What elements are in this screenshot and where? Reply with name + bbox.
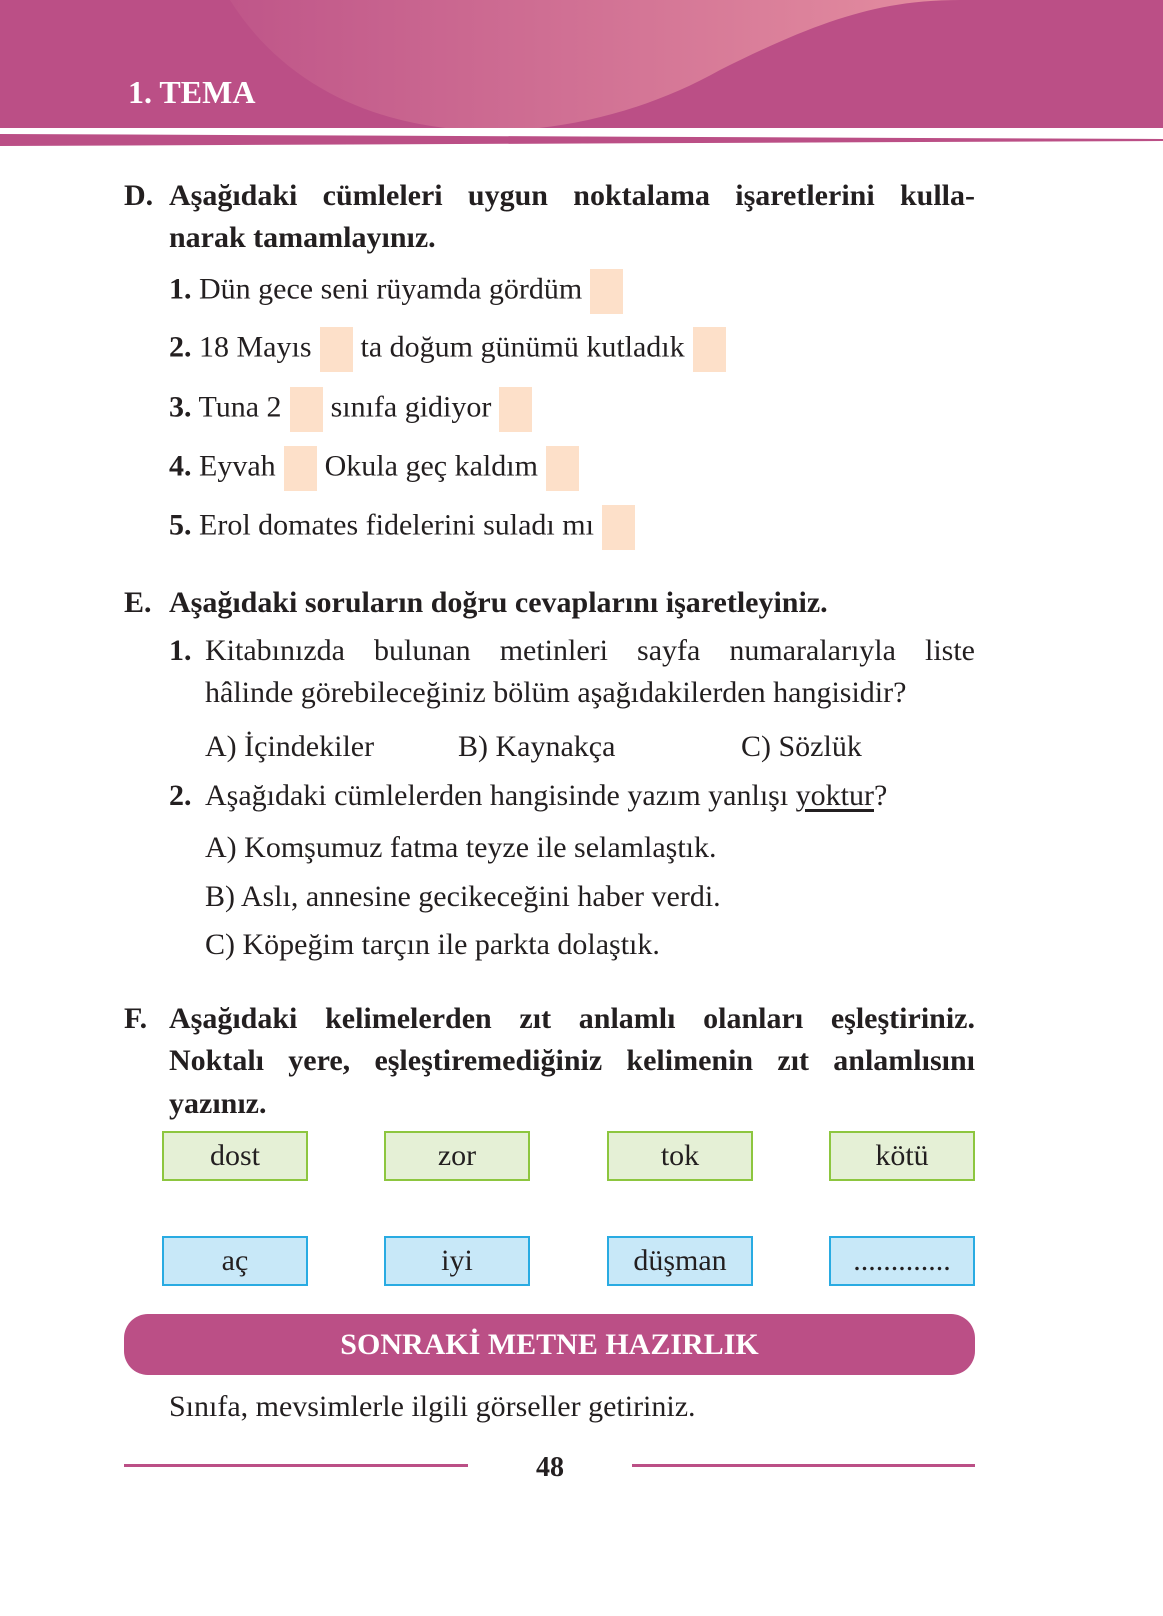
section-f-title-line2: Noktalı yere, eşleştiremediğiniz kelimenin zıt anlamlısını xyxy=(169,1044,975,1077)
word-card-iyi[interactable]: iyi xyxy=(384,1236,530,1286)
section-d-letter: D. xyxy=(124,179,154,212)
d-item-1 xyxy=(169,269,631,314)
word-card-ac[interactable]: aç xyxy=(162,1236,308,1286)
sentence-text: Tuna 2 xyxy=(198,390,282,424)
footer-line-left xyxy=(124,1464,468,1467)
q1-option-b[interactable]: B) Kaynakça xyxy=(458,730,616,763)
q1-option-a[interactable]: A) İçindekiler xyxy=(205,730,375,763)
word-card-zor[interactable]: zor xyxy=(384,1131,530,1181)
sentence-text: Erol domates fidelerini suladı mı xyxy=(199,508,594,542)
word-card-kotu[interactable]: kötü xyxy=(829,1131,975,1181)
answer-blank[interactable] xyxy=(320,327,353,372)
question-1-number: 1. xyxy=(169,634,192,667)
answer-blank[interactable] xyxy=(602,505,635,550)
d-item-5 xyxy=(169,505,643,550)
answer-blank[interactable] xyxy=(284,446,317,491)
section-e-letter: E. xyxy=(124,586,152,619)
q1-option-c[interactable]: C) Sözlük xyxy=(741,730,862,763)
d-item-4 xyxy=(169,446,587,491)
theme-title: 1. TEMA xyxy=(128,74,256,110)
sentence-text: 18 Mayıs xyxy=(199,330,312,364)
answer-blank[interactable] xyxy=(546,446,579,491)
word-card-blank[interactable]: ............. xyxy=(829,1236,975,1286)
sentence-text: Okula geç kaldım xyxy=(324,449,538,483)
section-d-title-line1: Aşağıdaki cümleleri uygun noktalama işaretlerini kulla- xyxy=(169,179,975,212)
word-card-dusman[interactable]: düşman xyxy=(607,1236,753,1286)
question-mark: ? xyxy=(874,779,888,812)
section-f-title-line1: Aşağıdaki kelimelerden zıt anlamlı olanları eşleştiriniz. xyxy=(169,1002,975,1035)
q2-option-c[interactable]: C) Köpeğim tarçın ile parkta dolaştık. xyxy=(205,928,660,961)
answer-blank[interactable] xyxy=(693,327,726,372)
underlined-word: yoktur xyxy=(795,779,874,812)
d-item-3 xyxy=(169,387,540,432)
answer-blank[interactable] xyxy=(290,387,323,432)
sentence-text: Dün gece seni rüyamda gördüm xyxy=(199,272,583,306)
word-card-dost[interactable]: dost xyxy=(162,1131,308,1181)
item-number: 4. xyxy=(169,449,192,483)
header-banner xyxy=(0,0,1163,128)
next-text-instruction: Sınıfa, mevsimlerle ilgili görseller getiriniz. xyxy=(169,1390,696,1423)
question-text: Aşağıdaki cümlelerden hangisinde yazım yanlışı xyxy=(205,779,796,812)
question-1-line1: Kitabınızda bulunan metinleri sayfa numaralarıyla liste xyxy=(205,634,975,667)
header-stripe xyxy=(0,134,1163,146)
page-number: 48 xyxy=(536,1452,564,1483)
answer-blank[interactable] xyxy=(590,269,623,314)
question-2-text xyxy=(205,778,887,814)
question-2-number: 2. xyxy=(169,779,192,812)
footer-line-right xyxy=(632,1464,975,1467)
sentence-text: sınıfa gidiyor xyxy=(330,390,492,424)
item-number: 3. xyxy=(169,390,192,424)
section-e-title: Aşağıdaki soruların doğru cevaplarını işaretleyiniz. xyxy=(169,586,828,619)
section-f-title-line3: yazınız. xyxy=(169,1087,267,1120)
q2-option-a[interactable]: A) Komşumuz fatma teyze ile selamlaştık. xyxy=(205,831,717,864)
sentence-text: Eyvah xyxy=(199,449,276,483)
d-item-2 xyxy=(169,327,734,372)
sentence-text: ta doğum günümü kutladık xyxy=(360,330,685,364)
q2-option-b[interactable]: B) Aslı, annesine gecikeceğini haber verdi. xyxy=(205,880,721,913)
section-f-letter: F. xyxy=(124,1002,148,1035)
answer-blank[interactable] xyxy=(499,387,532,432)
item-number: 5. xyxy=(169,508,192,542)
next-text-prep-banner: SONRAKİ METNE HAZIRLIK xyxy=(124,1314,975,1375)
item-number: 1. xyxy=(169,272,192,306)
word-card-tok[interactable]: tok xyxy=(607,1131,753,1181)
item-number: 2. xyxy=(169,330,192,364)
question-1-line2: hâlinde görebileceğiniz bölüm aşağıdakilerden hangisidir? xyxy=(205,676,907,709)
section-d-title-line2: narak tamamlayınız. xyxy=(169,221,436,254)
